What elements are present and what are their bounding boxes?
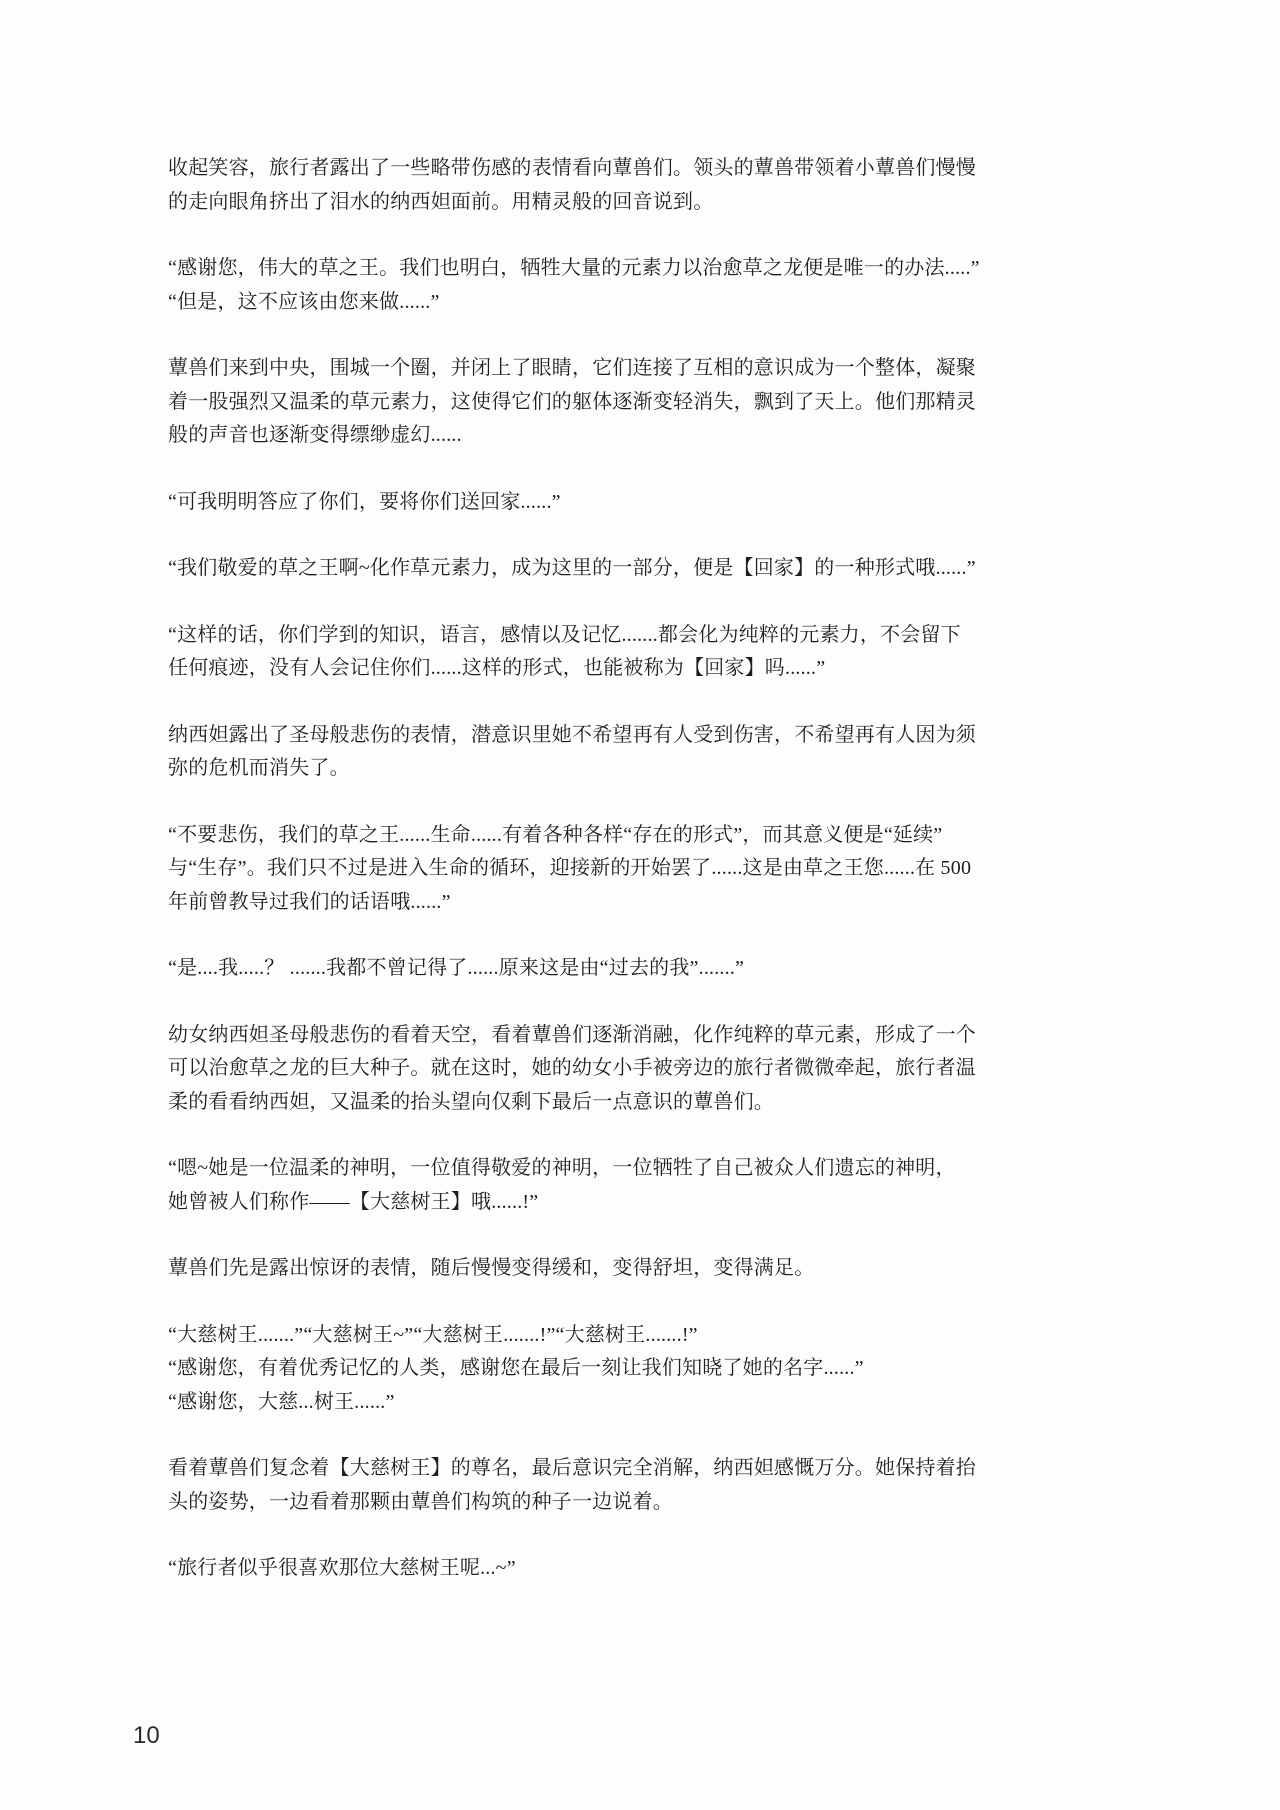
paragraph	[168, 619, 968, 686]
text-line: 头的姿势，一边看着那颗由蕈兽们构筑的种子一边说着。	[168, 1490, 673, 1513]
paragraph	[168, 819, 972, 920]
text-line: 的走向眼角挤出了泪水的纳西妲面前。用精灵般的回音说到。	[168, 190, 714, 213]
paragraph	[168, 719, 976, 786]
paragraph	[168, 552, 976, 586]
text-line: “我们敬爱的草之王啊~化作草元素力，成为这里的一部分，便是【回家】的一种形式哦......”	[168, 557, 976, 579]
page-body	[168, 152, 980, 1619]
text-line: 柔的看看纳西妲，又温柔的抬头望向仅剩下最后一点意识的蕈兽们。	[168, 1090, 774, 1113]
paragraph	[168, 352, 976, 453]
paragraph	[168, 1252, 968, 1286]
text-line: 蕈兽们先是露出惊讶的表情，随后慢慢变得缓和，变得舒坦，变得满足。	[168, 1257, 815, 1279]
paragraph	[168, 1452, 976, 1519]
paragraph	[168, 152, 976, 219]
text-line: “旅行者似乎很喜欢那位大慈树王呢...~”	[168, 1557, 516, 1579]
text-line: 看着蕈兽们复念着【大慈树王】的尊名，最后意识完全消解，纳西妲感慨万分。她保持着抬	[168, 1457, 976, 1479]
paragraph	[168, 1319, 968, 1420]
text-line: “这样的话，你们学到的知识，语言，感情以及记忆.......都会化为纯粹的元素力，不会留下	[168, 623, 961, 646]
text-line: 弥的危机而消失了。	[168, 757, 350, 779]
text-line: 收起笑容，旅行者露出了一些略带伤感的表情看向蕈兽们。领头的蕈兽带领着小蕈兽们慢慢	[168, 157, 976, 179]
text-line: “但是，这不应该由您来做......”	[168, 290, 440, 313]
text-line: 纳西妲露出了圣母般悲伤的表情，潜意识里她不希望再有人受到伤害，不希望再有人因为须	[168, 723, 976, 746]
text-line: “感谢您，有着优秀记忆的人类，感谢您在最后一刻让我们知晓了她的名字......”	[168, 1357, 864, 1379]
text-line: “大慈树王.......”“大慈树王~”“大慈树王.......!”“大慈树王.......!”	[168, 1323, 698, 1346]
text-line: 她曾被人们称作——【大慈树王】哦......!”	[168, 1190, 539, 1213]
text-line: 可以治愈草之龙的巨大种子。就在这时，她的幼女小手被旁边的旅行者微微牵起，旅行者温	[168, 1057, 976, 1079]
text-line: 蕈兽们来到中央，围城一个圈，并闭上了眼睛，它们连接了互相的意识成为一个整体，凝聚	[168, 357, 976, 379]
paragraph	[168, 1552, 968, 1586]
text-line: 任何痕迹，没有人会记住你们......这样的形式，也能被称为【回家】吗......”	[168, 657, 826, 679]
text-line: 着一股强烈又温柔的草元素力，这使得它们的躯体逐渐变轻消失，飘到了天上。他们那精灵	[168, 390, 976, 413]
text-line: “不要悲伤，我们的草之王......生命......有着各种各样“存在的形式”，而其意义便是“延续”	[168, 823, 943, 846]
paragraph	[168, 1019, 976, 1120]
text-line: “感谢您，大慈...树王......”	[168, 1390, 395, 1413]
text-line: “可我明明答应了你们，要将你们送回家......”	[168, 490, 561, 513]
page-number: 10	[133, 1722, 160, 1749]
paragraph	[168, 486, 968, 520]
text-line: “嗯~她是一位温柔的神明，一位值得敬爱的神明，一位牺牲了自己被众人们遗忘的神明，	[168, 1157, 956, 1179]
text-line: 年前曾教导过我们的话语哦......”	[168, 890, 451, 913]
text-line: “感谢您，伟大的草之王。我们也明白，牺牲大量的元素力以治愈草之龙便是唯一的办法.....”	[168, 257, 980, 279]
paragraph	[168, 1152, 968, 1219]
text-line: “是....我.....？ .......我都不曾记得了......原来这是由“过去的我”.......”	[168, 957, 745, 979]
paragraph	[168, 952, 968, 986]
text-line: 幼女纳西妲圣母般悲伤的看着天空，看着蕈兽们逐渐消融，化作纯粹的草元素，形成了一个	[168, 1023, 976, 1046]
text-line: 般的声音也逐渐变得缥缈虚幻......	[168, 424, 462, 446]
paragraph	[168, 252, 980, 319]
text-line: 与“生存”。我们只不过是进入生命的循环，迎接新的开始罢了......这是由草之王您......在 500	[168, 857, 972, 879]
